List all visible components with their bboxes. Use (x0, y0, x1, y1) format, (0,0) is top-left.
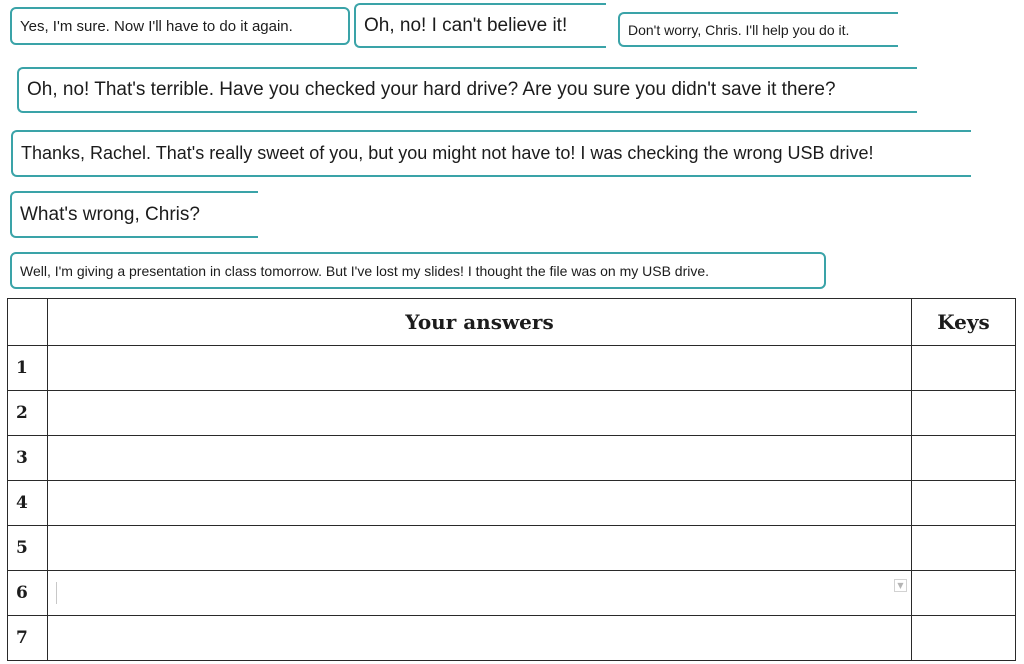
answer-cell[interactable] (48, 391, 912, 436)
table-row (8, 436, 1016, 481)
header-keys: Keys (912, 299, 1016, 346)
table-row (8, 481, 1016, 526)
header-your-answers: Your answers (48, 299, 912, 346)
table-row (8, 346, 1016, 391)
table-row (8, 391, 1016, 436)
table-row (8, 571, 1016, 616)
answer-cell[interactable] (48, 436, 912, 481)
row-number: 1 (8, 346, 48, 391)
dialogue-bubble-3[interactable]: Don't worry, Chris. I'll help you do it. (618, 12, 898, 47)
key-cell[interactable] (912, 391, 1016, 436)
text-caret (56, 582, 57, 604)
dialogue-bubble-1[interactable]: Yes, I'm sure. Now I'll have to do it again. (10, 7, 350, 45)
key-cell[interactable] (912, 526, 1016, 571)
dialogue-bubble-2[interactable]: Oh, no! I can't believe it! (354, 3, 606, 48)
answer-cell[interactable] (48, 346, 912, 391)
answer-cell[interactable] (48, 616, 912, 661)
answer-cell-active[interactable] (48, 571, 912, 616)
key-cell[interactable] (912, 481, 1016, 526)
key-cell[interactable] (912, 346, 1016, 391)
row-number: 5 (8, 526, 48, 571)
answers-table (7, 298, 1016, 661)
row-number: 2 (8, 391, 48, 436)
table-header-row (8, 299, 1016, 346)
answer-cell[interactable] (48, 526, 912, 571)
dialogue-bubble-7[interactable]: Well, I'm giving a presentation in class tomorrow. But I've lost my slides! I thought the file was on my USB drive. (10, 252, 826, 289)
row-number: 6 (8, 571, 48, 616)
key-cell[interactable] (912, 616, 1016, 661)
dialogue-bubble-4[interactable]: Oh, no! That's terrible. Have you checked your hard drive? Are you sure you didn't save it there? (17, 67, 917, 113)
header-number (8, 299, 48, 346)
answer-cell[interactable] (48, 481, 912, 526)
row-number: 7 (8, 616, 48, 661)
row-number: 3 (8, 436, 48, 481)
key-cell[interactable] (912, 436, 1016, 481)
chevron-down-icon[interactable]: ▼ (894, 579, 907, 592)
key-cell[interactable] (912, 571, 1016, 616)
table-row (8, 526, 1016, 571)
row-number: 4 (8, 481, 48, 526)
dialogue-bubble-6[interactable]: What's wrong, Chris? (10, 191, 258, 238)
dialogue-bubble-5[interactable]: Thanks, Rachel. That's really sweet of you, but you might not have to! I was checking the wrong USB drive! (11, 130, 971, 177)
table-row (8, 616, 1016, 661)
